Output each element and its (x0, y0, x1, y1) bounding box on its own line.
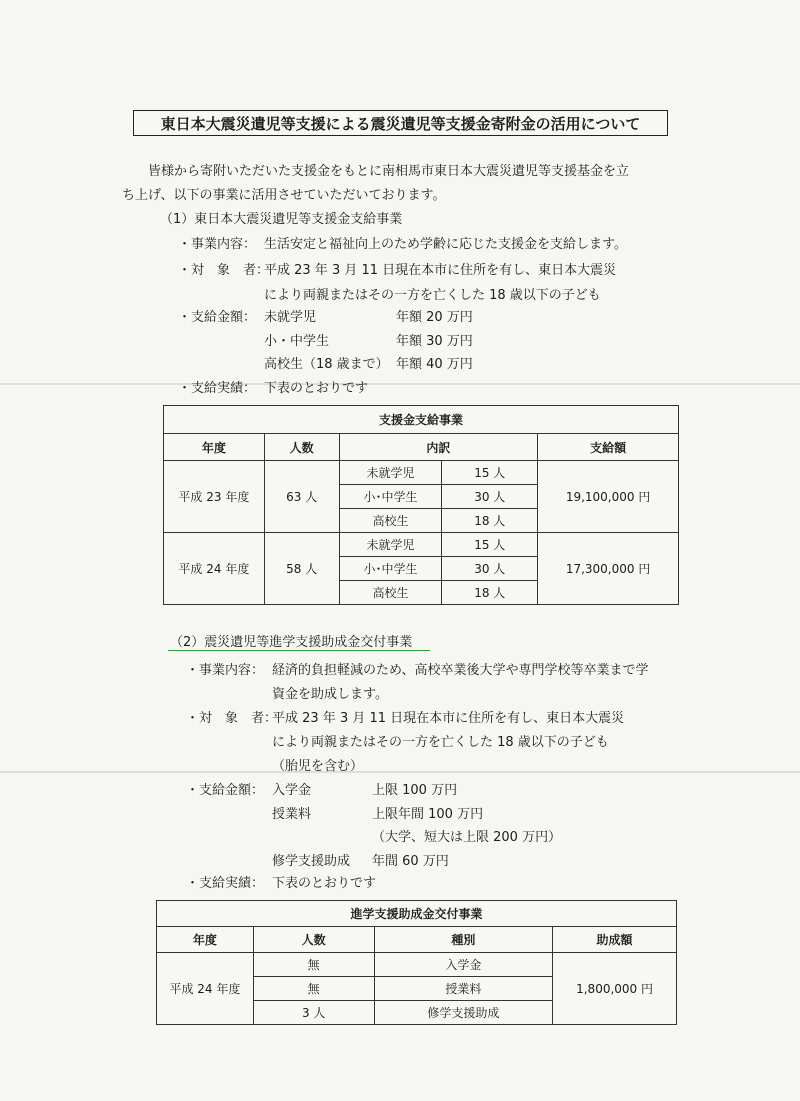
table-cell-category-count: 15 人 (442, 461, 538, 485)
table-cell-category: 小･中学生 (339, 485, 442, 509)
table-cell-type: 授業料 (374, 977, 553, 1001)
section1-amount-value: 年額 20 万円 (396, 310, 473, 325)
intro-line-2: ち上げ、以下の事業に活用させていただいております。 (122, 188, 446, 203)
table-cell-category: 高校生 (339, 581, 442, 605)
column-header-grant-amount: 助成額 (553, 927, 677, 953)
section2-amount-name: 入学金 (272, 783, 312, 798)
section2-amount-label: ・支給金額： (186, 783, 265, 798)
section1-amount-name: 高校生（18 歳まで） (264, 357, 389, 372)
column-header-year: 年度 (157, 927, 254, 953)
table-cell-category-count: 18 人 (442, 581, 538, 605)
table-cell-category-count: 30 人 (442, 485, 538, 509)
section2-amount-value: 上限年間 100 万円 (372, 807, 484, 822)
section1-results-label: ・支給実績： (178, 381, 257, 396)
section1-amount-value: 年額 30 万円 (396, 334, 473, 349)
support-payment-table (163, 405, 679, 605)
table-cell-category-count: 18 人 (442, 509, 538, 533)
table-cell-year: 平成 24 年度 (164, 533, 265, 605)
column-header-count: 人数 (264, 434, 339, 461)
section2-target-label: ・対 象 者： (186, 711, 278, 726)
section2-target-line-2: により両親またはその一方を亡くした 18 歳以下の子ども (272, 735, 609, 750)
heading-underline (168, 650, 430, 651)
section1-target-label: ・対 象 者： (178, 263, 270, 278)
section1-heading: （1）東日本大震災遺児等支援金支給事業 (160, 212, 403, 227)
table-cell-type: 修学支援助成 (374, 1001, 553, 1025)
section1-results: 下表のとおりです (264, 381, 369, 396)
section2-amount-value: 上限 100 万円 (372, 783, 458, 798)
column-header-type: 種別 (374, 927, 553, 953)
paper-fold-line (0, 383, 800, 385)
document-title: 東日本大震災遺児等支援による震災遺児等支援金寄附金の活用について (133, 110, 668, 136)
table-caption: 支援金支給事業 (164, 406, 679, 434)
paper-fold-line (0, 771, 800, 773)
section2-heading: （2）震災遺児等進学支援助成金交付事業 (170, 635, 413, 650)
section2-amount-name: 修学支援助成 (272, 854, 351, 869)
table-cell-category: 未就学児 (339, 461, 442, 485)
table-cell-amount: 1,800,000 円 (553, 953, 677, 1025)
table-cell-category: 未就学児 (339, 533, 442, 557)
column-header-amount: 支給額 (538, 434, 679, 461)
section2-results-label: ・支給実績： (186, 876, 265, 891)
table-cell-category: 小･中学生 (339, 557, 442, 581)
section2-amount-note: （大学、短大は上限 200 万円） (372, 830, 562, 845)
section1-amount-name: 小・中学生 (264, 334, 330, 349)
table-cell-year: 平成 23 年度 (164, 461, 265, 533)
table-cell-count: 63 人 (264, 461, 339, 533)
table-cell-amount: 19,100,000 円 (538, 461, 679, 533)
table-cell-type: 入学金 (374, 953, 553, 977)
section1-target-line-1: 平成 23 年 3 月 11 日現在本市に住所を有し、東日本大震災 (264, 263, 617, 278)
section1-amount-label: ・支給金額： (178, 310, 257, 325)
section1-amount-value: 年額 40 万円 (396, 357, 473, 372)
column-header-count: 人数 (253, 927, 374, 953)
section2-amount-value: 年間 60 万円 (372, 854, 449, 869)
education-grant-table (156, 900, 677, 1025)
section2-content-line-1: 経済的負担軽減のため、高校卒業後大学や専門学校等卒業まで学 (272, 663, 649, 678)
table-cell-count: 58 人 (264, 533, 339, 605)
section2-content-line-2: 資金を助成します。 (272, 687, 388, 702)
table-cell-count: 無 (253, 977, 374, 1001)
table-cell-amount: 17,300,000 円 (538, 533, 679, 605)
section1-target-line-2: により両親またはその一方を亡くした 18 歳以下の子ども (264, 288, 601, 303)
table-cell-category-count: 30 人 (442, 557, 538, 581)
intro-line-1: 皆様から寄附いただいた支援金をもとに南相馬市東日本大震災遺児等支援基金を立 (148, 164, 630, 179)
section2-amount-name: 授業料 (272, 807, 312, 822)
section1-content-label: ・事業内容： (178, 237, 257, 252)
section1-content: 生活安定と福祉向上のため学齢に応じた支援金を支給します。 (264, 237, 627, 252)
table-cell-year: 平成 24 年度 (157, 953, 254, 1025)
table-cell-category: 高校生 (339, 509, 442, 533)
section2-target-line-1: 平成 23 年 3 月 11 日現在本市に住所を有し、東日本大震災 (272, 711, 625, 726)
section1-amount-name: 未就学児 (264, 310, 317, 325)
table-caption: 進学支援助成金交付事業 (157, 901, 677, 927)
column-header-breakdown: 内訳 (339, 434, 538, 461)
table-cell-count: 3 人 (253, 1001, 374, 1025)
column-header-year: 年度 (164, 434, 265, 461)
table-cell-category-count: 15 人 (442, 533, 538, 557)
section2-results: 下表のとおりです (272, 876, 377, 891)
table-cell-count: 無 (253, 953, 374, 977)
section2-content-label: ・事業内容： (186, 663, 265, 678)
section2-target-line-3: （胎児を含む） (272, 759, 364, 774)
